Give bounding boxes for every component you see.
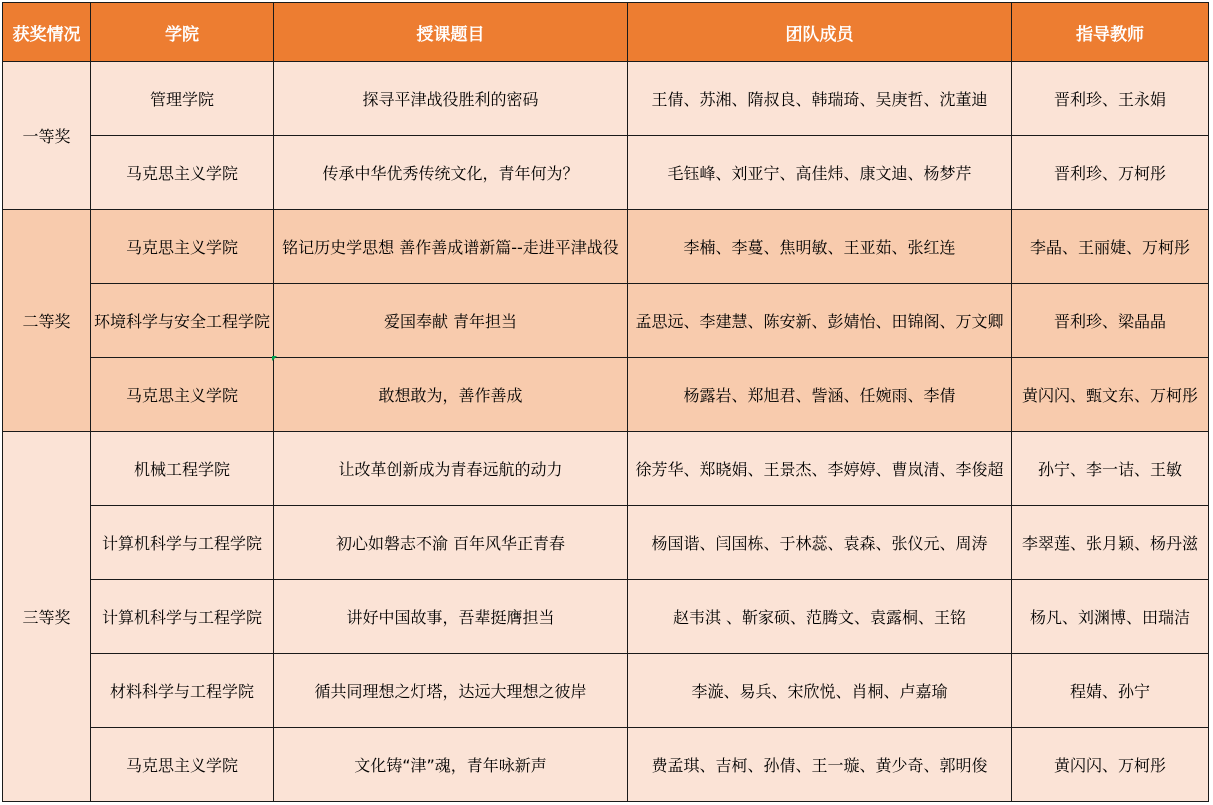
table-row (3, 358, 1209, 432)
cell-comment-marker (272, 356, 277, 361)
college-cell: 马克思主义学院 (91, 358, 274, 432)
header-award: 获奖情况 (3, 3, 91, 62)
college-cell: 环境科学与安全工程学院 (91, 284, 274, 358)
table-row (3, 432, 1209, 506)
members-cell: 徐芳华、郑晓娟、王景杰、李婷婷、曹岚清、李俊超 (628, 432, 1012, 506)
topic-cell: 探寻平津战役胜利的密码 (274, 62, 628, 136)
table-row (3, 654, 1209, 728)
members-cell: 费孟琪、吉柯、孙倩、王一璇、黄少奇、郭明俊 (628, 728, 1012, 802)
members-cell: 王倩、苏湘、隋叔良、韩瑞琦、吴庚哲、沈董迪 (628, 62, 1012, 136)
advisors-cell: 黄闪闪、万柯彤 (1012, 728, 1209, 802)
college-cell: 马克思主义学院 (91, 728, 274, 802)
members-cell: 李楠、李蔓、焦明敏、王亚茹、张红连 (628, 210, 1012, 284)
topic-cell: 爱国奉献 青年担当 (274, 284, 628, 358)
college-cell: 管理学院 (91, 62, 274, 136)
table-row (3, 506, 1209, 580)
table-row (3, 136, 1209, 210)
advisors-cell: 李晶、王丽婕、万柯彤 (1012, 210, 1209, 284)
topic-cell: 初心如磐志不渝 百年风华正青春 (274, 506, 628, 580)
header-advisors: 指导教师 (1012, 3, 1209, 62)
topic-cell: 讲好中国故事，吾辈挺膺担当 (274, 580, 628, 654)
award-third: 三等奖 (3, 432, 91, 802)
table-row (3, 728, 1209, 802)
members-cell: 杨露岩、郑旭君、訾涵、任婉雨、李倩 (628, 358, 1012, 432)
college-cell: 计算机科学与工程学院 (91, 506, 274, 580)
header-topic: 授课题目 (274, 3, 628, 62)
college-cell: 马克思主义学院 (91, 210, 274, 284)
topic-cell: 敢想敢为，善作善成 (274, 358, 628, 432)
advisors-cell: 孙宁、李一诘、王敏 (1012, 432, 1209, 506)
topic-cell: 文化铸“津”魂，青年咏新声 (274, 728, 628, 802)
college-cell: 材料科学与工程学院 (91, 654, 274, 728)
topic-cell: 铭记历史学思想 善作善成谱新篇--走进平津战役 (274, 210, 628, 284)
advisors-cell: 程婧、孙宁 (1012, 654, 1209, 728)
college-cell: 马克思主义学院 (91, 136, 274, 210)
advisors-cell: 晋利珍、梁晶晶 (1012, 284, 1209, 358)
advisors-cell: 晋利珍、万柯彤 (1012, 136, 1209, 210)
header-members: 团队成员 (628, 3, 1012, 62)
advisors-cell: 杨凡、刘渊博、田瑞洁 (1012, 580, 1209, 654)
award-first: 一等奖 (3, 62, 91, 210)
table-row (3, 210, 1209, 284)
header-row (3, 3, 1209, 62)
members-cell: 李漩、易兵、宋欣悦、肖桐、卢嘉瑜 (628, 654, 1012, 728)
award-table (2, 2, 1209, 802)
college-cell: 计算机科学与工程学院 (91, 580, 274, 654)
table-row (3, 284, 1209, 358)
members-cell: 毛钰峰、刘亚宁、高佳炜、康文迪、杨梦芹 (628, 136, 1012, 210)
topic-cell: 让改革创新成为青春远航的动力 (274, 432, 628, 506)
members-cell: 杨国谐、闫国栋、于林蕊、袁森、张仪元、周涛 (628, 506, 1012, 580)
advisors-cell: 晋利珍、王永娟 (1012, 62, 1209, 136)
topic-cell: 传承中华优秀传统文化，青年何为？ (274, 136, 628, 210)
award-second: 二等奖 (3, 210, 91, 432)
members-cell: 孟思远、李建慧、陈安新、彭婧怡、田锦阁、万文卿 (628, 284, 1012, 358)
advisors-cell: 李翠莲、张月颖、杨丹滋 (1012, 506, 1209, 580)
topic-cell: 循共同理想之灯塔，达远大理想之彼岸 (274, 654, 628, 728)
table-row (3, 62, 1209, 136)
college-cell: 机械工程学院 (91, 432, 274, 506)
header-college: 学院 (91, 3, 274, 62)
table-row (3, 580, 1209, 654)
members-cell: 赵韦淇 、靳家硕、范腾文、袁露桐、王铭 (628, 580, 1012, 654)
advisors-cell: 黄闪闪、甄文东、万柯彤 (1012, 358, 1209, 432)
